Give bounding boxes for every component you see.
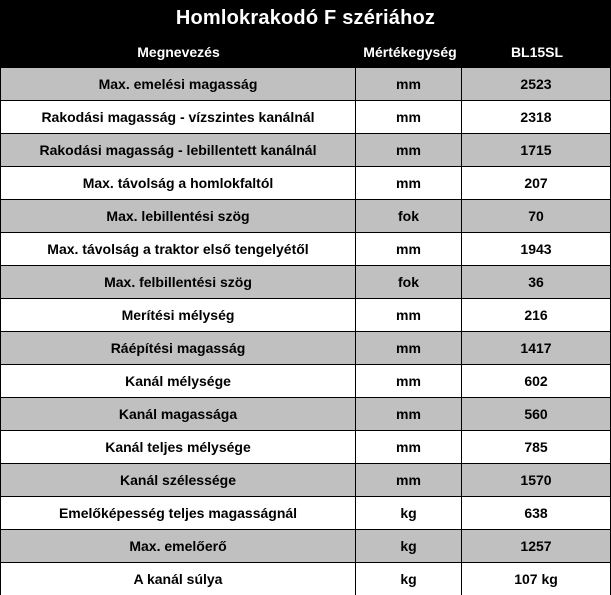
cell-name: Kanál magassága (1, 398, 356, 430)
table-title: Homlokrakodó F szériához (1, 1, 610, 35)
table-row (1, 529, 610, 562)
table-header-row (1, 35, 610, 67)
table-row (1, 397, 610, 430)
table-row (1, 562, 610, 595)
cell-unit: kg (356, 530, 462, 562)
header-model: BL15SL (510, 43, 564, 60)
table-row (1, 166, 610, 199)
table-row (1, 463, 610, 496)
cell-unit: mm (356, 68, 462, 100)
table-row (1, 67, 610, 100)
table-body (1, 67, 610, 595)
cell-name: Max. felbillentési szög (1, 266, 356, 298)
table-row (1, 430, 610, 463)
cell-value: 36 (528, 274, 544, 290)
cell-name: Max. távolság a traktor első tengelyétől (1, 233, 356, 265)
cell-value: 1570 (520, 472, 552, 488)
cell-unit: fok (356, 200, 462, 232)
header-unit: Mértékegység (357, 36, 464, 67)
table-row (1, 100, 610, 133)
cell-name: Max. lebillentési szög (1, 200, 356, 232)
cell-unit: kg (356, 563, 462, 595)
cell-value: 70 (528, 208, 544, 224)
cell-unit: mm (356, 134, 462, 166)
cell-unit: mm (356, 464, 462, 496)
cell-unit: mm (356, 167, 462, 199)
cell-name: Emelőképesség teljes magasságnál (1, 497, 356, 529)
cell-value: 638 (524, 505, 548, 521)
cell-unit: mm (356, 101, 462, 133)
cell-name: Max. emelőerő (1, 530, 356, 562)
cell-value: 1943 (520, 241, 552, 257)
table-row (1, 496, 610, 529)
cell-value: 560 (524, 406, 548, 422)
table-row (1, 331, 610, 364)
table-row (1, 232, 610, 265)
cell-value: 2318 (520, 109, 552, 125)
cell-name: Rakodási magasság - lebillentett kanálnál (1, 134, 356, 166)
table-row (1, 265, 610, 298)
cell-name: Max. távolság a homlokfaltól (1, 167, 356, 199)
cell-unit: mm (356, 365, 462, 397)
cell-unit: mm (356, 332, 462, 364)
cell-unit: mm (356, 431, 462, 463)
cell-name: Kanál mélysége (1, 365, 356, 397)
cell-value: 107 kg (514, 571, 558, 587)
cell-unit: kg (356, 497, 462, 529)
cell-name: Merítési mélység (1, 299, 356, 331)
cell-name: Kanál szélessége (1, 464, 356, 496)
header-name: Megnevezés (1, 36, 357, 67)
cell-value: 216 (524, 307, 548, 323)
cell-name: A kanál súlya (1, 563, 356, 595)
cell-value: 1257 (520, 538, 552, 554)
cell-unit: mm (356, 299, 462, 331)
cell-value: 1417 (520, 340, 552, 356)
cell-value: 1715 (520, 142, 552, 158)
table-row (1, 199, 610, 232)
cell-unit: mm (356, 233, 462, 265)
cell-value: 785 (524, 439, 548, 455)
cell-value: 207 (524, 175, 548, 191)
cell-value: 602 (524, 373, 548, 389)
cell-name: Ráépítési magasság (1, 332, 356, 364)
cell-name: Max. emelési magasság (1, 68, 356, 100)
cell-name: Kanál teljes mélysége (1, 431, 356, 463)
cell-unit: fok (356, 266, 462, 298)
cell-unit: mm (356, 398, 462, 430)
cell-name: Rakodási magasság - vízszintes kanálnál (1, 101, 356, 133)
table-row (1, 133, 610, 166)
table-row (1, 364, 610, 397)
table-row (1, 298, 610, 331)
cell-value: 2523 (520, 76, 552, 92)
